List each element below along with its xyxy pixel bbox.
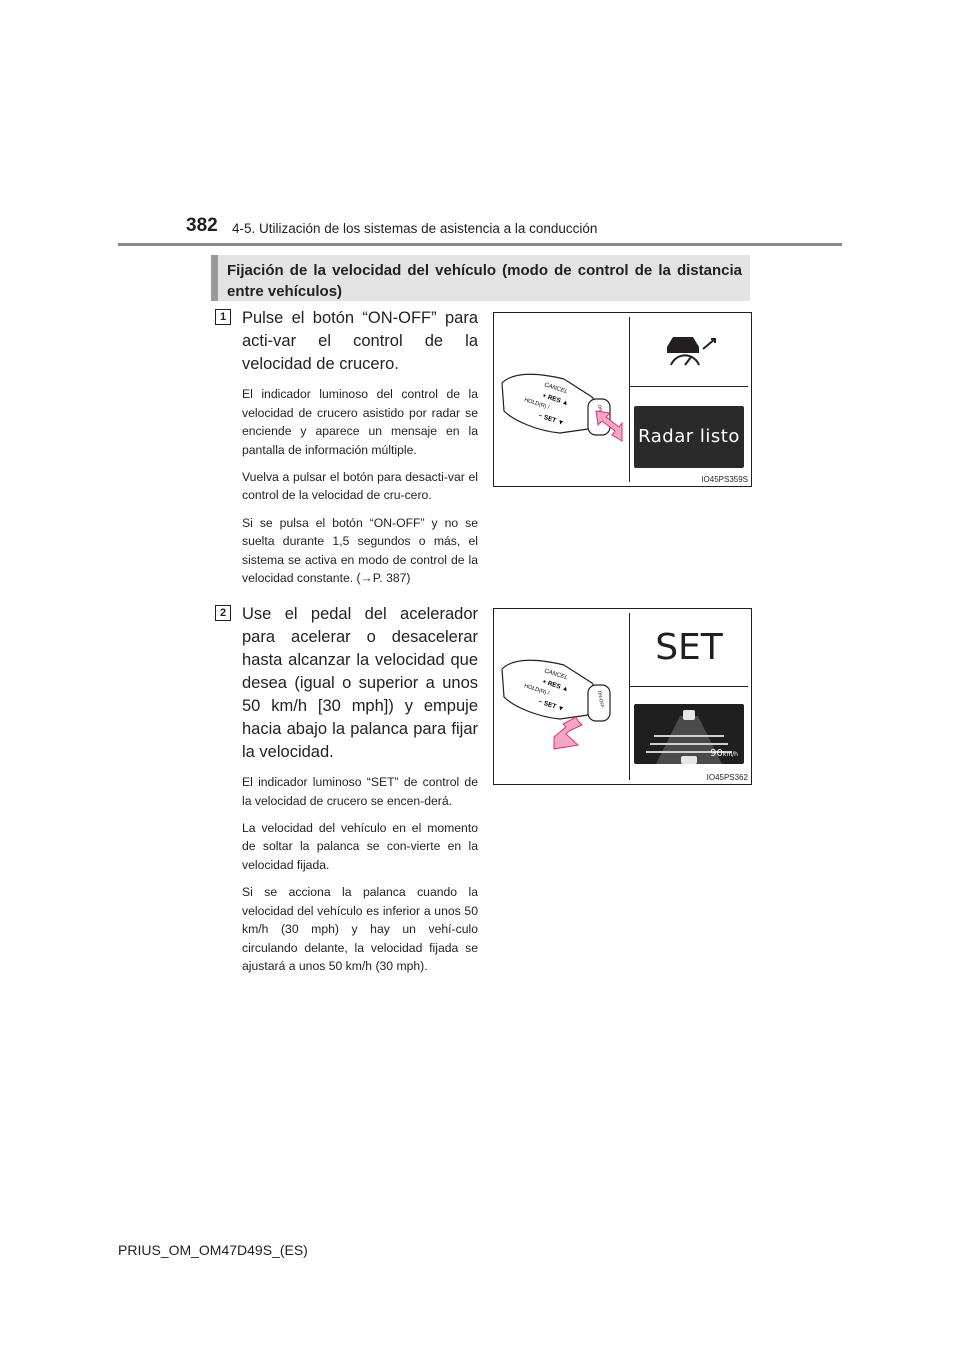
- cruise-lever-illustration-2: [494, 609, 629, 784]
- multi-info-display: [634, 406, 744, 468]
- header-rule: [118, 243, 842, 246]
- step-2-note-3: Si se acciona la palanca cuando la velocidad del vehículo es inferior a unos 50 km/h (30 mph) y hay un vehí-culo circulando delante, la velocidad fijada se ajustará a unos 50 km/h (30 mph).: [242, 884, 478, 974]
- chapter-title: 4-5. Utilización de los sistemas de asistencia a la conducción: [232, 221, 598, 236]
- figure-2-code: IO45PS362: [706, 773, 748, 782]
- footer-doc-id: PRIUS_OM_OM47D49S_(ES): [118, 1242, 308, 1258]
- cruise-lever-icon: [502, 660, 610, 721]
- lever-set-label: − SET ▼: [537, 412, 565, 428]
- display-message: Radar listo: [638, 426, 740, 447]
- lever-cancel-label: CANCEL: [543, 668, 569, 682]
- step-2-badge: 2: [215, 605, 231, 621]
- figure-2-hline: [630, 686, 748, 687]
- figure-1: [493, 312, 752, 487]
- lever-res-label: + RES ▲: [541, 392, 570, 408]
- step-1-note-2: Vuelva a pulsar el botón para desacti-var el control de la velocidad de cru-cero.: [242, 469, 478, 503]
- lever-cancel-label: CANCEL: [543, 382, 569, 396]
- step-1-note-1: El indicador luminoso del control de la velocidad de crucero asistido por radar se enciende y aparece un mensaje en la pantalla de información múltiple.: [242, 387, 478, 457]
- figure-1-divider: [629, 317, 630, 482]
- lever-set-label: − SET ▼: [537, 698, 565, 714]
- figure-2: [493, 608, 752, 785]
- lever-hold-label: HOLD(R) /: [523, 397, 550, 411]
- multi-info-display-2: [634, 704, 744, 764]
- cruise-lever-icon: [502, 374, 610, 435]
- figure-1-code: IO45PS359S: [701, 475, 748, 484]
- set-indicator: SET: [655, 627, 723, 668]
- page-number: 382: [186, 215, 218, 236]
- speed-readout: [710, 741, 738, 760]
- step-1-note-3: Si se pulsa el botón “ON-OFF” y no se suelta durante 1,5 segundos o más, el sistema se activa en modo de control de la velocidad constante. (→P. 387): [242, 515, 478, 586]
- lever-onoff-label: ON-OFF: [597, 690, 605, 709]
- step-1-text: [242, 307, 478, 596]
- push-down-arrow-icon: [554, 717, 582, 749]
- speed-unit: km/h: [722, 751, 738, 758]
- section-heading: Fijación de la velocidad del vehículo (modo de control de la distancia entre vehículos): [211, 255, 750, 301]
- radar-cruise-indicator-icon: [659, 333, 719, 379]
- figure-1-hline: [630, 386, 748, 387]
- step-2-lead: Use el pedal del acelerador para acelerar o desacelerar hasta alcanzar la velocidad que desea (igual o superior a unos 50 km/h [30 mph]) y empuje hacia abajo la palanca para fijar la velocidad.: [242, 605, 478, 761]
- cruise-lever-illustration: [494, 313, 629, 486]
- step-1-badge: 1: [215, 309, 231, 325]
- lever-res-label: + RES ▲: [541, 678, 570, 694]
- speed-value: 90: [710, 748, 723, 759]
- step-2-note-2: La velocidad del vehículo en el momento de soltar la palanca se con-vierte en la velocidad fijada.: [242, 820, 478, 872]
- step-1-lead: Pulse el botón “ON-OFF” para acti-var el control de la velocidad de crucero.: [242, 309, 478, 373]
- step-2-text: [242, 603, 478, 984]
- step-2-note-1: El indicador luminoso “SET” de control de la velocidad de crucero se encen-derá.: [242, 775, 478, 808]
- lever-hold-label: HOLD(R) /: [523, 683, 550, 697]
